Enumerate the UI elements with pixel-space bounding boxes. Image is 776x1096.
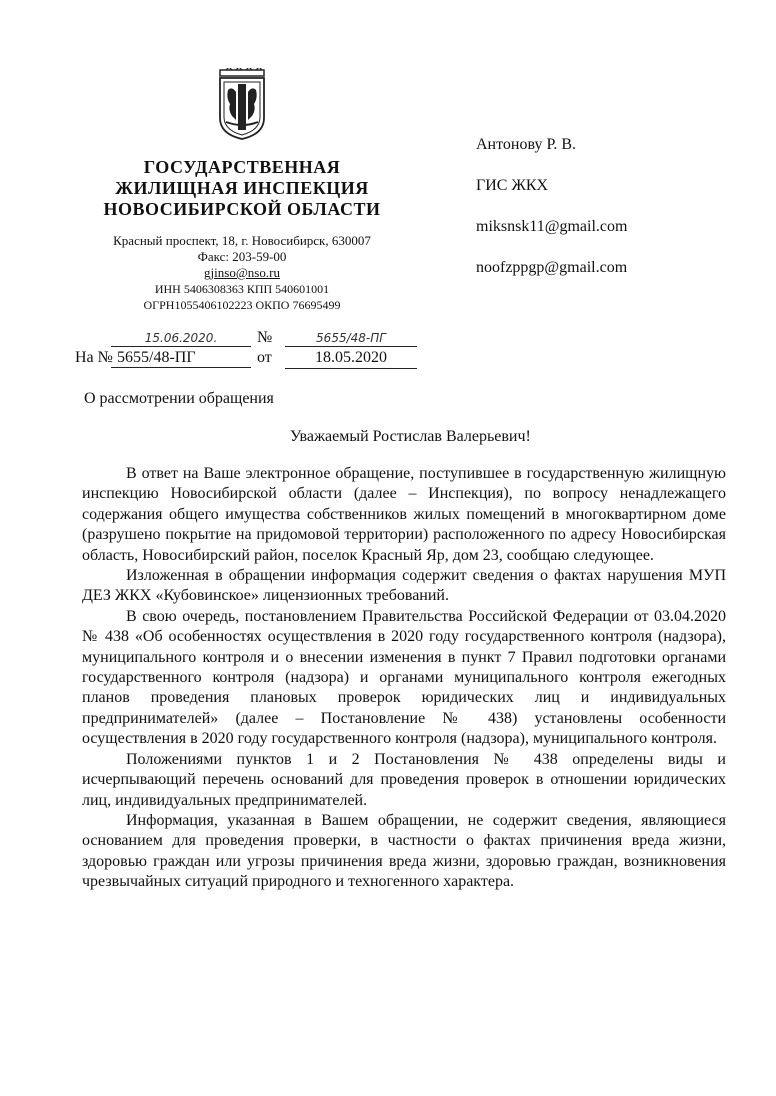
org-name-line-1: ГОСУДАРСТВЕННАЯ <box>143 157 341 177</box>
paragraph: В свою очередь, постановлением Правительства Российской Федерации от 03.04.2020 № 438 «Об особенностях осуществления в 2020 году государственного контроля (надзора), муниципального контроля и о внесении изменения в пункт 7 Правил подготовки органами государственного контроля (надзора) и органами муниципального контроля ежегодных планов проведения плановых проверок юридических лиц и индивидуальных предпринимателей» (далее – Постановление № 438) установлены особенности осуществления в 2020 году государственного контроля (надзора), муниципального контроля. <box>82 607 726 748</box>
outgoing-date: 15.06.2020. <box>111 330 251 347</box>
recipient-name: Антонову Р. В. <box>476 136 577 153</box>
recipient-email-1: miksnsk11@gmail.com <box>476 218 628 235</box>
paragraph: Изложенная в обращении информация содержит сведения о фактах нарушения МУП ДЕЗ ЖКХ «Кубовинское» лицензионных требований. <box>82 567 726 605</box>
recipients-block <box>476 134 627 298</box>
number-sign: № <box>257 329 273 346</box>
ogrn-okpo: ОГРН1055406102223 ОКПО 76695499 <box>143 298 341 312</box>
paragraph: Положениями пунктов 1 и 2 Постановления № 438 определены виды и исчерпывающий перечень оснований для проведения проверок в отношении юридических лиц, индивидуальных предпринимателей. <box>82 750 726 809</box>
subject-line: О рассмотрении обращения <box>84 390 274 407</box>
recipient-gis: ГИС ЖКХ <box>476 177 549 194</box>
address: Красный проспект, 18, г. Новосибирск, 630007 <box>113 233 371 248</box>
contact-block <box>92 233 392 313</box>
outgoing-number: 5655/48-ПГ <box>285 330 417 347</box>
recipient-email-2: noofzppgp@gmail.com <box>476 259 628 276</box>
org-email-link[interactable]: gjinso@nso.ru <box>204 265 280 280</box>
org-name-line-3: НОВОСИБИРСКОЙ ОБЛАСТИ <box>103 199 381 219</box>
incoming-date: 18.05.2020 <box>285 348 417 369</box>
letter-body <box>82 464 726 893</box>
incoming-number: 5655/48-ПГ <box>111 348 251 368</box>
coat-of-arms-icon <box>216 68 268 140</box>
paragraph: Информация, указанная в Вашем обращении, не содержит сведения, являющиеся основанием для проведения проверки, в частности о фактах причинения вреда жизни, здоровью граждан или угрозы причинения вреда жизни, здоровью граждан, возникновения чрезвычайных ситуаций природного и техногенного характера. <box>82 811 726 891</box>
inn-kpp: ИНН 5406308363 КПП 540601001 <box>154 282 330 296</box>
na-label: На № <box>75 349 113 366</box>
paragraph: В ответ на Ваше электронное обращение, поступившее в государственную жилищную инспекцию Новосибирской области (далее – Инспекция), по вопросу ненадлежащего содержания общего имущества собственников жилых помещений в многоквартирном доме (разрушено покрытие на придомовой территории) расположенного по адресу Новосибирская область, Новосибирский район, поселок Красный Яр, дом 23, сообщаю следующее. <box>82 465 726 564</box>
ot-label: от <box>257 349 272 366</box>
fax: Факс: 203-59-00 <box>197 249 287 264</box>
greeting: Уважаемый Ростислав Валерьевич! <box>290 428 531 445</box>
org-name-line-2: ЖИЛИЩНАЯ ИНСПЕКЦИЯ <box>115 178 369 198</box>
organization-name <box>92 157 392 220</box>
